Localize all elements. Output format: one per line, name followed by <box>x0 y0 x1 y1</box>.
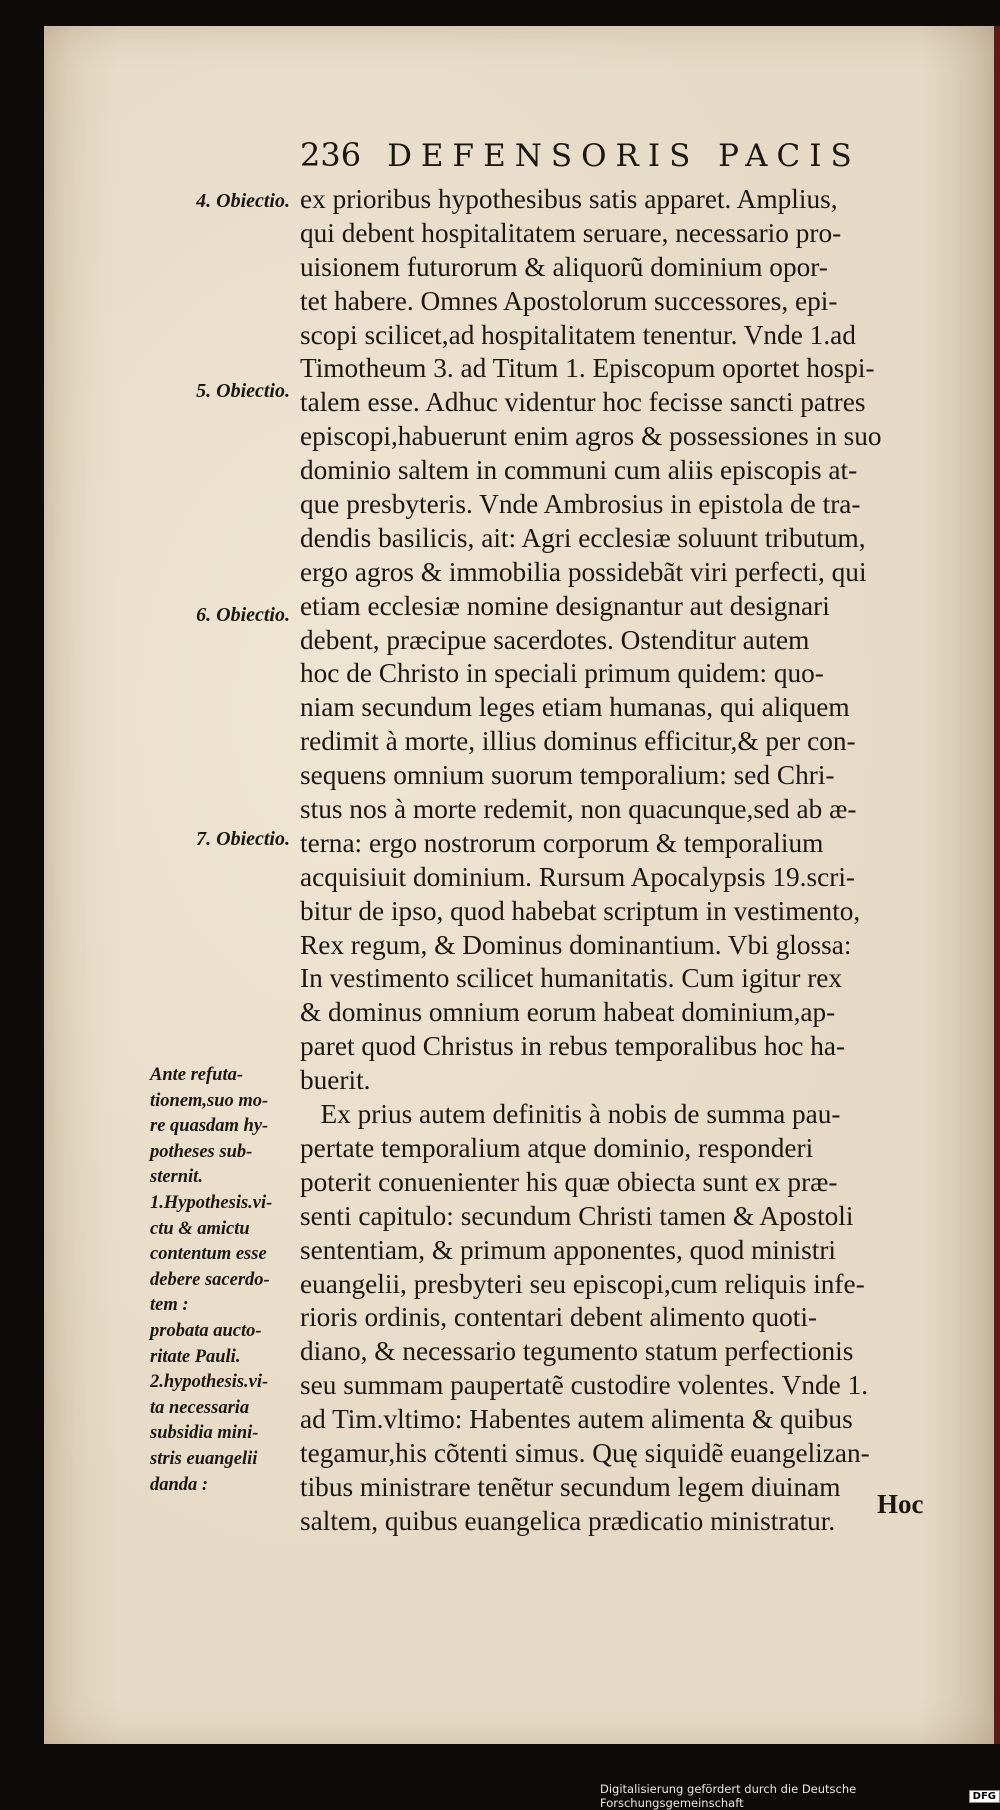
text-line: bitur de ipso, quod habebat scriptum in vestimento, <box>300 895 861 926</box>
text-line: niam secundum leges etiam humanas, qui aliquem <box>300 692 850 723</box>
text-line: Ex prius autem definitis à nobis de summa pau- <box>300 1099 841 1130</box>
digitization-credit <box>600 1782 1000 1810</box>
text-line: talem esse. Adhuc videntur hoc fecisse sancti patres <box>300 387 866 418</box>
text-line: hoc de Christo in speciali primum quidem: quo- <box>300 658 824 689</box>
gloss-line: stris euangelii <box>150 1448 258 1469</box>
margin-note-objection-7: 7. Obiectio. <box>196 828 290 850</box>
gloss-line: tionem,suo mo- <box>150 1090 269 1111</box>
text-line: rioris ordinis, contentari debent alimento quoti- <box>300 1302 818 1333</box>
gloss-line: subsidia mini- <box>150 1423 259 1444</box>
catchword: Hoc <box>877 1489 924 1519</box>
running-header <box>300 136 940 174</box>
text-line: buerit. <box>300 1065 371 1096</box>
text-line: que presbyteris. Vnde Ambrosius in epistola de tra- <box>300 489 861 520</box>
text-line: diano, & necessario tegumento statum perfectionis <box>300 1336 854 1367</box>
text-line: saltem, quibus euangelica prædicatio ministratur. <box>300 1505 836 1536</box>
text-line: ex prioribus hypothesibus satis apparet. Amplius, <box>300 184 838 214</box>
text-line: tegamur,his cõtenti simus. Quę siquidẽ euangelizan- <box>300 1437 870 1468</box>
gloss-line: Ante refuta- <box>150 1065 244 1085</box>
text-line: ad Tim.vltimo: Habentes autem alimenta & quibus <box>300 1404 853 1435</box>
margin-note-objection-6: 6. Obiectio. <box>196 604 290 626</box>
text-line: Rex regum, & Dominus dominantium. Vbi glossa: <box>300 929 852 960</box>
gloss-line: sternit. <box>150 1167 203 1188</box>
text-line: sententiam, & primum apponentes, quod ministri <box>300 1234 837 1265</box>
gloss-line: potheses sub- <box>150 1141 253 1162</box>
page-number: 236 <box>300 136 362 174</box>
text-line: euangelii, presbyteri seu episcopi,cum reliquis infe- <box>300 1268 865 1299</box>
gloss-line: ta necessaria <box>150 1397 250 1418</box>
text-line: stus nos à morte redemit, non quacunque,sed ab æ- <box>300 794 857 825</box>
text-line: etiam ecclesiæ nomine designantur aut designari <box>300 590 830 621</box>
text-line: dendis basilicis, ait: Agri ecclesiæ soluunt tributum, <box>300 522 866 553</box>
text-line: acquisiuit dominium. Rursum Apocalypsis 19.scri- <box>300 861 856 892</box>
text-line: uisionem futurorum & aliquorũ dominium opor- <box>300 251 828 282</box>
margin-note-objection-5: 5. Obiectio. <box>196 380 290 402</box>
text-line: Timotheum 3. ad Titum 1. Episcopum oportet hospi- <box>300 353 875 384</box>
text-line: paret quod Christus in rebus temporalibus hoc ha- <box>300 1031 846 1062</box>
text-line: episcopi,habuerunt enim agros & possessiones in suo <box>300 421 882 452</box>
credit-text: Digitalisierung gefördert durch die Deutsche Forschungsgemeinschaft <box>600 1782 857 1810</box>
text-line: seu summam paupertatẽ custodire volentes. Vnde 1. <box>300 1370 869 1401</box>
gloss-line: 2.hypothesis.vi- <box>150 1372 269 1393</box>
text-line: In vestimento scilicet humanitatis. Cum igitur rex <box>300 963 843 994</box>
margin-note-objection-4: 4. Obiectio. <box>196 190 290 212</box>
page-edge <box>994 26 1000 1744</box>
gloss-line: ritate Pauli. <box>150 1346 241 1367</box>
text-line: sequens omnium suorum temporalium: sed Chri- <box>300 760 835 791</box>
text-line: dominio saltem in communi cum aliis episcopis at- <box>300 455 858 486</box>
running-head-title: DEFENSORIS PACIS <box>387 138 861 174</box>
text-line: & dominus omnium eorum habeat dominium,ap- <box>300 997 836 1028</box>
body-text <box>300 183 938 1539</box>
gloss-line: ctu & amictu <box>150 1218 250 1239</box>
text-line: redimit à morte, illius dominus efficitur,& per con- <box>300 726 856 757</box>
gloss-line: probata aucto- <box>150 1320 262 1341</box>
text-line: debent, præcipue sacerdotes. Ostenditur autem <box>300 624 810 655</box>
text-line: ergo agros & immobilia possidebãt viri perfecti, qui <box>300 556 867 587</box>
text-line: tibus ministrare tenẽtur secundum legem diuinam <box>300 1471 841 1502</box>
text-line: senti capitulo: secundum Christi tamen & Apostoli <box>300 1200 854 1231</box>
text-line: qui debent hospitalitatem seruare, necessario pro- <box>300 217 842 248</box>
text-line: terna: ergo nostrorum corporum & temporalium <box>300 827 824 858</box>
side-gloss <box>150 1063 290 1498</box>
gloss-line: contentum esse <box>150 1244 267 1265</box>
gloss-line: danda : <box>150 1474 209 1495</box>
dfg-logo: DFG <box>969 1790 1000 1803</box>
text-line: poterit conuenienter his quæ obiecta sunt ex præ- <box>300 1166 838 1197</box>
text-line: tet habere. Omnes Apostolorum successores, epi- <box>300 285 838 316</box>
gloss-line: 1.Hypothesis.vi- <box>150 1192 273 1213</box>
gloss-line: tem : <box>150 1295 189 1316</box>
text-line: scopi scilicet,ad hospitalitatem tenentur. Vnde 1.ad <box>300 319 856 350</box>
text-line: pertate temporalium atque dominio, responderi <box>300 1132 814 1163</box>
gloss-line: debere sacerdo- <box>150 1269 270 1290</box>
gloss-line: re quasdam hy- <box>150 1116 269 1137</box>
